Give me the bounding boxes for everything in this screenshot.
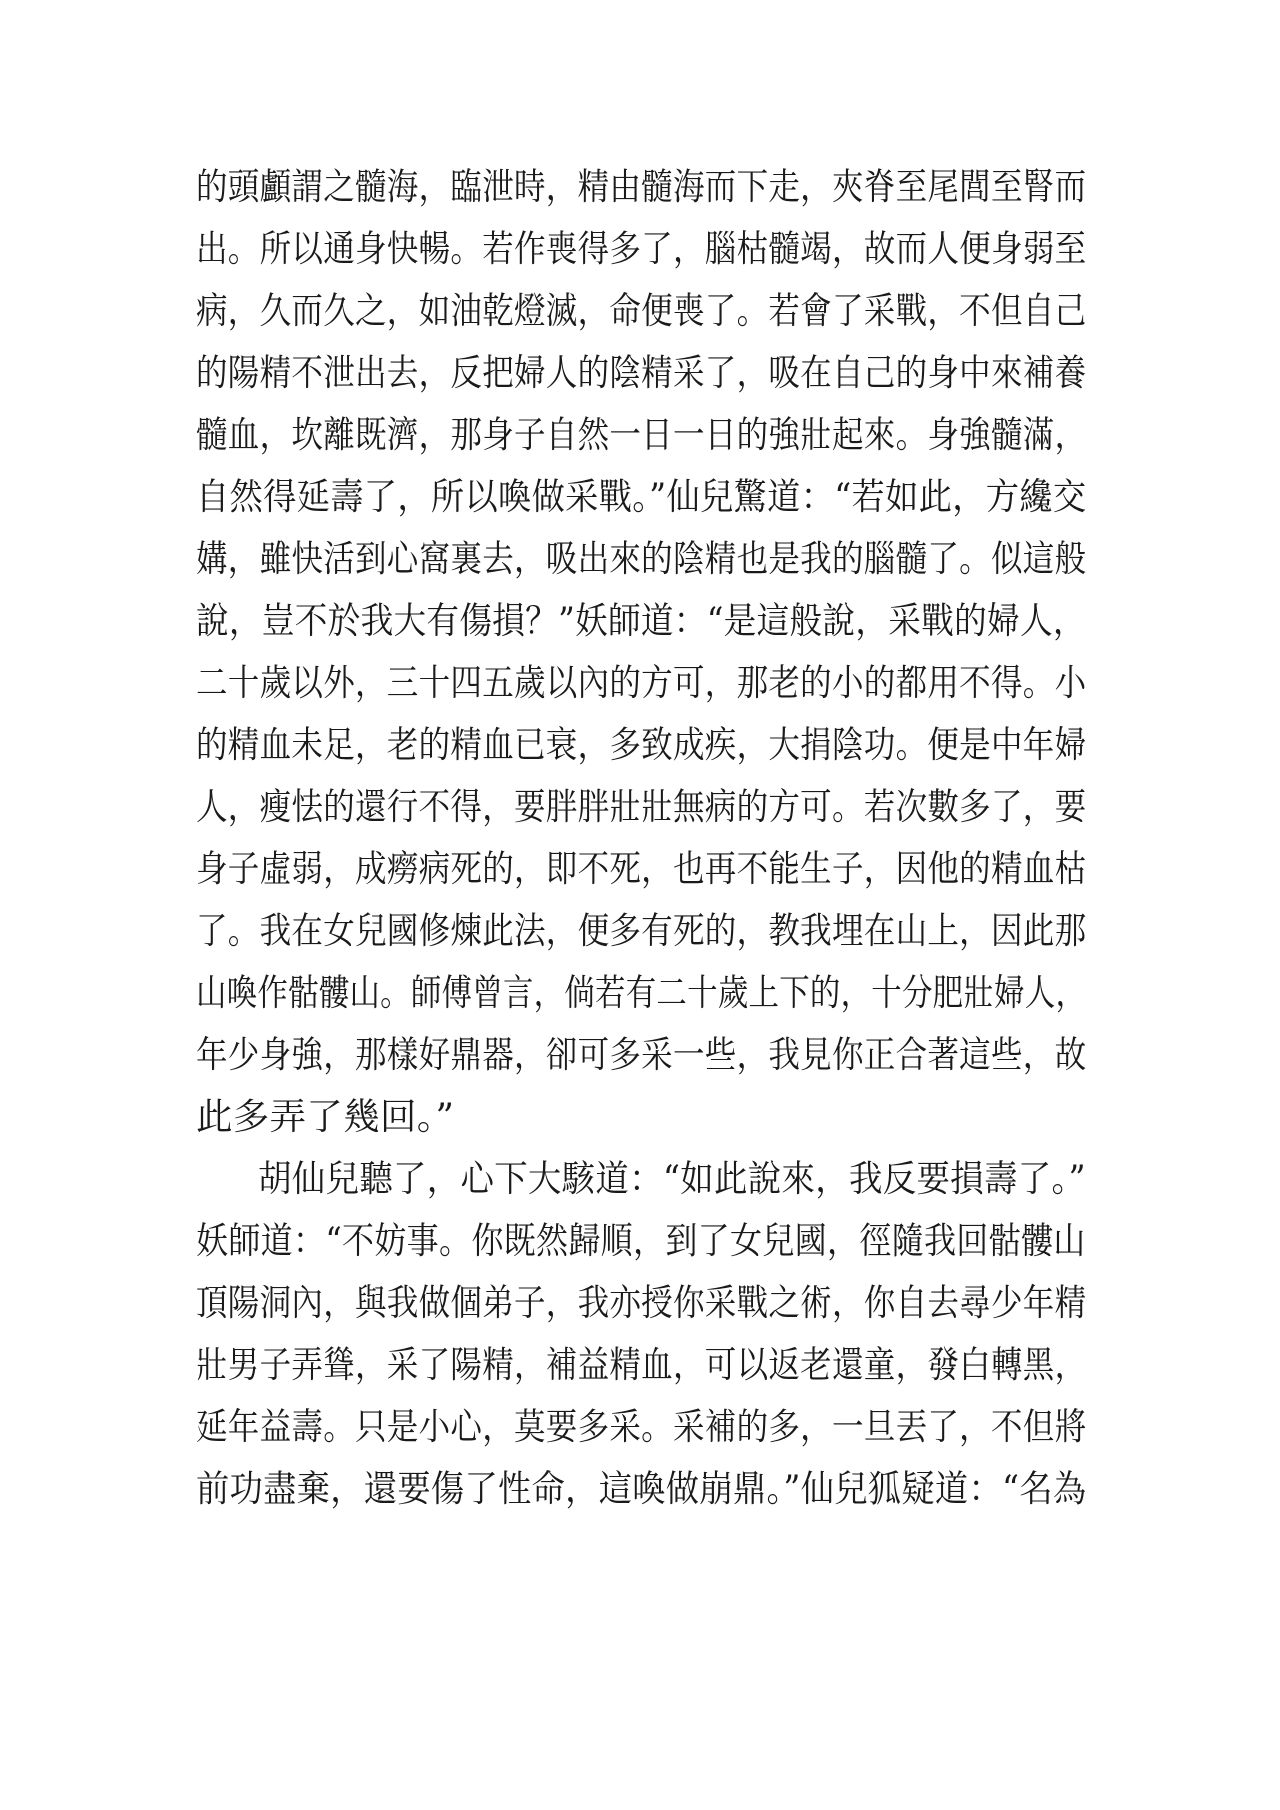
text-line: 延年益壽。只是小心，莫要多采。采補的多，一旦丟了，不但將 (196, 1405, 1087, 1448)
text-line: 的精血未足，老的精血已衰，多致成疾，大捐陰功。便是中年婦 (196, 723, 1087, 766)
text-line: 的頭顱謂之髓海，臨泄時，精由髓海而下走，夾脊至尾閭至腎而 (196, 165, 1087, 208)
text-line: 前功盡棄，還要傷了性命，這喚做崩鼎。”仙兒狐疑道：“名為 (196, 1467, 1087, 1510)
text-line: 媾，雖快活到心窩裏去，吸出來的陰精也是我的腦髓了。似這般 (196, 537, 1087, 580)
text-line: 年少身強，那樣好鼎器，卻可多采一些，我見你正合著這些，故 (196, 1033, 1087, 1076)
text-line: 自然得延壽了，所以喚做采戰。”仙兒驚道：“若如此，方纔交 (196, 475, 1087, 518)
text-line: 二十歲以外，三十四五歲以內的方可，那老的小的都用不得。小 (196, 661, 1087, 704)
text-line: 說，豈不於我大有傷損？”妖師道：“是這般說，采戰的婦人， (196, 599, 1086, 642)
text-line: 病，久而久之，如油乾燈滅，命便喪了。若會了采戰，不但自己 (196, 289, 1087, 332)
text-line: 頂陽洞內，與我做個弟子，我亦授你采戰之術，你自去尋少年精 (196, 1281, 1087, 1324)
text-line: 山喚作骷髏山。師傅曾言，倘若有二十歲上下的，十分肥壯婦人， (196, 971, 1087, 1014)
paragraph-first-line: 胡仙兒聽了，心下大駭道：“如此說來，我反要損壽了。” (258, 1157, 1086, 1200)
text-line: 髓血，坎離既濟，那身子自然一日一日的強壯起來。身強髓滿， (196, 413, 1087, 456)
text-line: 此多弄了幾回。” (196, 1095, 455, 1138)
text-line: 出。所以通身快暢。若作喪得多了，腦枯髓竭，故而人便身弱至 (196, 227, 1087, 270)
text-line: 了。我在女兒國修煉此法，便多有死的，教我埋在山上，因此那 (196, 909, 1087, 952)
text-line: 人，瘦怯的還行不得，要胖胖壯壯無病的方可。若次數多了，要 (196, 785, 1087, 828)
text-line: 妖師道：“不妨事。你既然歸順，到了女兒國，徑隨我回骷髏山 (196, 1219, 1086, 1262)
text-line: 身子虛弱，成癆病死的，即不死，也再不能生子，因他的精血枯 (196, 847, 1087, 890)
text-line: 壯男子弄聳，采了陽精，補益精血，可以返老還童，發白轉黑， (196, 1343, 1087, 1386)
text-line: 的陽精不泄出去，反把婦人的陰精采了，吸在自己的身中來補養 (196, 351, 1087, 394)
